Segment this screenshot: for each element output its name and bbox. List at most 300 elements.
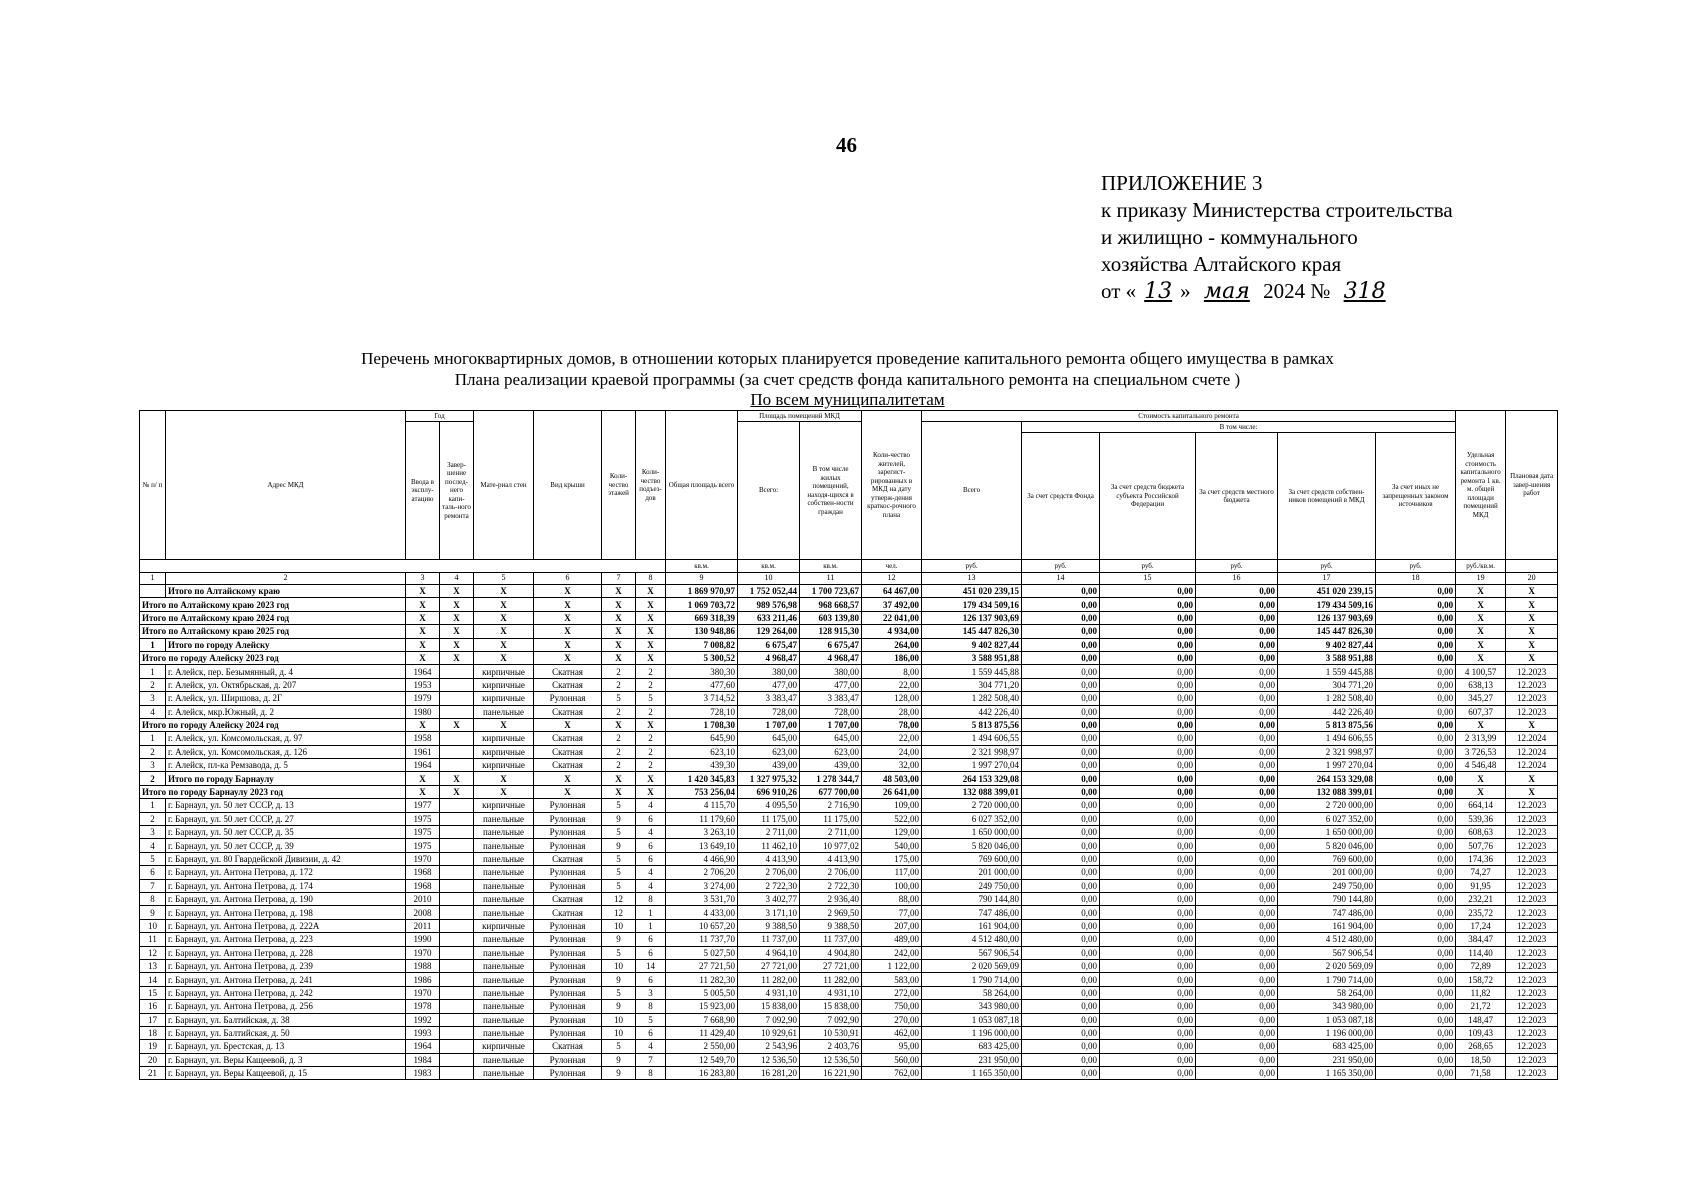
col-number-cell: 4 [440, 573, 474, 585]
table-cell: 0,00 [1022, 1067, 1100, 1080]
table-cell: 0,00 [1376, 718, 1456, 731]
table-cell: 272,00 [862, 986, 922, 999]
table-cell: 11 175,00 [738, 812, 800, 825]
table-cell: X [474, 772, 534, 785]
table-cell: 0,00 [1100, 625, 1196, 638]
table-cell: панельные [474, 1000, 534, 1013]
table-cell: X [1456, 625, 1506, 638]
table-cell [440, 692, 474, 705]
header-year-last: Завер-шение послед-него капи-таль-ного ремонта [440, 422, 474, 560]
table-cell: 8 [636, 1067, 666, 1080]
table-cell: 0,00 [1100, 866, 1196, 879]
table-cell: 0,00 [1196, 625, 1278, 638]
table-cell: 2 [602, 705, 636, 718]
table-cell: 0,00 [1100, 892, 1196, 905]
table-cell: 12.2023 [1506, 678, 1558, 691]
table-cell: 1968 [406, 879, 440, 892]
document-subtitle: По всем муниципалитетам [750, 390, 945, 409]
table-cell: 1 708,30 [666, 718, 738, 731]
table-cell: 12.2023 [1506, 692, 1558, 705]
table-cell: 0,00 [1100, 1053, 1196, 1066]
table-cell: 264 153 329,08 [922, 772, 1022, 785]
table-cell: 0,00 [1022, 892, 1100, 905]
table-cell: 8 [636, 892, 666, 905]
table-cell: 0,00 [1376, 772, 1456, 785]
table-cell: 5 [602, 1040, 636, 1053]
table-cell: X [534, 772, 602, 785]
table-cell: 0,00 [1196, 585, 1278, 598]
table-cell: 0,00 [1376, 665, 1456, 678]
table-cell: 343 980,00 [1278, 1000, 1376, 1013]
table-cell: 439,00 [800, 759, 862, 772]
table-cell: 0,00 [1022, 611, 1100, 624]
table-cell: 477,00 [800, 678, 862, 691]
table-cell: 9 [602, 812, 636, 825]
table-cell: 603 139,80 [800, 611, 862, 624]
table-cell: X [406, 585, 440, 598]
table-cell: 0,00 [1100, 1013, 1196, 1026]
table-cell: 145 447 826,30 [1278, 625, 1376, 638]
table-cell: 623,10 [666, 745, 738, 758]
houses-table [139, 410, 1558, 1080]
col-number-cell: 6 [534, 573, 602, 585]
table-cell: 12.2023 [1506, 1026, 1558, 1039]
table-cell: 380,00 [738, 665, 800, 678]
table-cell: 13 [140, 959, 166, 972]
table-cell: 6 [636, 1026, 666, 1039]
table-cell: 3 [140, 759, 166, 772]
table-cell: 384,47 [1456, 933, 1506, 946]
table-cell: X [602, 625, 636, 638]
table-cell: 583,00 [862, 973, 922, 986]
table-cell [440, 705, 474, 718]
table-cell: Скатная [534, 1040, 602, 1053]
table-cell: кирпичные [474, 665, 534, 678]
table-cell: Рулонная [534, 933, 602, 946]
table-cell: 2 720 000,00 [922, 799, 1022, 812]
table-cell: 0,00 [1376, 839, 1456, 852]
table-cell: 5 [602, 879, 636, 892]
table-row [140, 919, 1558, 932]
table-cell: 345,27 [1456, 692, 1506, 705]
table-cell: 1 650 000,00 [1278, 826, 1376, 839]
table-cell: 1 707,00 [738, 718, 800, 731]
table-cell: X [534, 598, 602, 611]
table-cell: 12.2024 [1506, 759, 1558, 772]
table-cell: 567 906,54 [1278, 946, 1376, 959]
table-row [140, 892, 1558, 905]
table-cell: 0,00 [1022, 1026, 1100, 1039]
table-cell: 0,00 [1376, 1067, 1456, 1080]
table-row [140, 678, 1558, 691]
table-cell: 1964 [406, 1040, 440, 1053]
table-cell: 0,00 [1376, 973, 1456, 986]
table-cell: 1 494 606,55 [1278, 732, 1376, 745]
table-cell: 117,00 [862, 866, 922, 879]
table-cell: 5 027,50 [666, 946, 738, 959]
table-cell: 12.2023 [1506, 906, 1558, 919]
table-cell: X [1506, 638, 1558, 651]
appendix-line-1: к приказу Министерства строительства [1101, 198, 1453, 222]
table-cell: 95,00 [862, 1040, 922, 1053]
table-cell: X [440, 585, 474, 598]
table-cell: 10 977,02 [800, 839, 862, 852]
col-number-cell: 15 [1100, 573, 1196, 585]
table-cell: кирпичные [474, 919, 534, 932]
table-cell: 439,30 [666, 759, 738, 772]
table-cell: 64 467,00 [862, 585, 922, 598]
table-cell: X [1456, 611, 1506, 624]
table-cell: 114,40 [1456, 946, 1506, 959]
table-cell: 0,00 [1022, 973, 1100, 986]
table-cell: 0,00 [1196, 772, 1278, 785]
table-cell: 6 [636, 852, 666, 865]
table-cell: 242,00 [862, 946, 922, 959]
table-cell: 608,63 [1456, 826, 1506, 839]
table-cell [440, 665, 474, 678]
table-cell: 0,00 [1100, 705, 1196, 718]
table-cell: 0,00 [1022, 1000, 1100, 1013]
header-cost-group: Стоимость капитального ремонта [922, 411, 1456, 422]
col-number-cell: 8 [636, 573, 666, 585]
table-cell: 12.2023 [1506, 946, 1558, 959]
table-cell: панельные [474, 946, 534, 959]
table-cell: X [406, 625, 440, 638]
table-cell: 4 [140, 839, 166, 852]
table-cell: 2 711,00 [800, 826, 862, 839]
table-cell: 4 [140, 705, 166, 718]
header-fund: За счет средств Фонда [1022, 433, 1100, 560]
unit-cell: кв.м. [666, 560, 738, 573]
table-cell: X [406, 772, 440, 785]
table-cell: 2 [140, 678, 166, 691]
table-cell: 0,00 [1100, 585, 1196, 598]
table-cell: 0,00 [1022, 638, 1100, 651]
table-cell: 1977 [406, 799, 440, 812]
table-cell: X [1456, 718, 1506, 731]
table-cell: 74,27 [1456, 866, 1506, 879]
table-cell: X [440, 638, 474, 651]
table-cell: 2 550,00 [666, 1040, 738, 1053]
table-cell: 12.2023 [1506, 919, 1558, 932]
table-cell: 0,00 [1376, 785, 1456, 798]
table-cell: 27 721,00 [800, 959, 862, 972]
table-cell: 71,58 [1456, 1067, 1506, 1080]
table-cell: 0,00 [1376, 826, 1456, 839]
table-cell: 2 020 569,09 [922, 959, 1022, 972]
table-cell: X [1456, 638, 1506, 651]
table-cell: 0,00 [1196, 946, 1278, 959]
table-cell: 132 088 399,01 [1278, 785, 1376, 798]
table-cell: 10 929,61 [738, 1026, 800, 1039]
header-entrances: Коли-чество подъез-дов [636, 411, 666, 560]
table-cell: 10 [602, 919, 636, 932]
table-cell: г. Барнаул, ул. Антона Петрова, д. 190 [166, 892, 406, 905]
table-cell: 21 [140, 1067, 166, 1080]
table-cell: 2 [636, 745, 666, 758]
table-row [140, 745, 1558, 758]
table-row [140, 812, 1558, 825]
table-cell: Рулонная [534, 946, 602, 959]
table-cell: панельные [474, 866, 534, 879]
table-cell: X [440, 625, 474, 638]
table-cell: 0,00 [1022, 839, 1100, 852]
table-cell: 175,00 [862, 852, 922, 865]
table-cell: X [1456, 585, 1506, 598]
table-cell: 0,00 [1376, 1013, 1456, 1026]
table-cell: 2 [140, 745, 166, 758]
table-cell: 4 100,57 [1456, 665, 1506, 678]
table-cell: Скатная [534, 705, 602, 718]
table-cell: 0,00 [1022, 718, 1100, 731]
header-year-built: Ввода в эксплу-атацию [406, 422, 440, 560]
table-cell [440, 839, 474, 852]
table-cell: 5 [602, 799, 636, 812]
table-cell: Рулонная [534, 1053, 602, 1066]
table-cell: 22,00 [862, 678, 922, 691]
table-cell: 72,89 [1456, 959, 1506, 972]
appendix-line-3: хозяйства Алтайского края [1101, 252, 1342, 276]
table-cell [440, 1000, 474, 1013]
table-cell: 0,00 [1376, 852, 1456, 865]
table-cell: 4 968,47 [800, 651, 862, 664]
table-cell: X [474, 638, 534, 651]
table-cell: 12.2023 [1506, 1000, 1558, 1013]
table-cell: Итого по городу Алейску [166, 638, 406, 651]
table-cell: 5 [636, 1013, 666, 1026]
table-row [140, 759, 1558, 772]
table-cell: Скатная [534, 678, 602, 691]
table-cell: 1 420 345,83 [666, 772, 738, 785]
table-cell: 11 282,00 [800, 973, 862, 986]
table-cell: 477,00 [738, 678, 800, 691]
table-cell [440, 866, 474, 879]
table-cell: 0,00 [1376, 651, 1456, 664]
table-cell: 2 711,00 [738, 826, 800, 839]
table-cell: панельные [474, 705, 534, 718]
table-cell: 14 [140, 973, 166, 986]
header-cost-total: Всего [922, 422, 1022, 560]
table-cell: 0,00 [1022, 812, 1100, 825]
table-cell: 2 [602, 665, 636, 678]
table-cell: 0,00 [1100, 718, 1196, 731]
table-cell: 0,00 [1100, 839, 1196, 852]
table-cell: 0,00 [1376, 638, 1456, 651]
table-cell: X [440, 785, 474, 798]
table-cell: 1 [636, 919, 666, 932]
table-cell: X [1506, 651, 1558, 664]
table-cell: 5 [602, 866, 636, 879]
table-cell [440, 826, 474, 839]
table-cell: 4 968,47 [738, 651, 800, 664]
table-cell: 1953 [406, 678, 440, 691]
table-cell: X [406, 598, 440, 611]
unit-cell: чел. [862, 560, 922, 573]
table-cell: 0,00 [1196, 826, 1278, 839]
table-cell: 231 950,00 [1278, 1053, 1376, 1066]
table-cell: 11,82 [1456, 986, 1506, 999]
table-cell: г. Барнаул, ул. Антона Петрова, д. 228 [166, 946, 406, 959]
table-cell: X [1506, 785, 1558, 798]
table-cell: 1993 [406, 1026, 440, 1039]
table-cell: 1988 [406, 959, 440, 972]
table-row [140, 1026, 1558, 1039]
table-cell: Рулонная [534, 826, 602, 839]
table-cell: Итого по городу Алейску 2024 год [140, 718, 406, 731]
total-row [140, 718, 1558, 731]
table-cell: 0,00 [1100, 826, 1196, 839]
table-row [140, 1053, 1558, 1066]
table-cell: 439,00 [738, 759, 800, 772]
table-cell: 5 820 046,00 [922, 839, 1022, 852]
table-cell: X [636, 718, 666, 731]
table-cell: 88,00 [862, 892, 922, 905]
col-number-cell: 11 [800, 573, 862, 585]
table-cell: 0,00 [1196, 1067, 1278, 1080]
table-cell: 11 737,00 [738, 933, 800, 946]
total-row [140, 625, 1558, 638]
table-cell: кирпичные [474, 745, 534, 758]
table-cell: 264 153 329,08 [1278, 772, 1376, 785]
table-cell: 128,00 [862, 692, 922, 705]
table-cell: 0,00 [1196, 651, 1278, 664]
table-cell: X [474, 598, 534, 611]
table-cell: 747 486,00 [922, 906, 1022, 919]
table-cell: 129 264,00 [738, 625, 800, 638]
table-cell: Рулонная [534, 1000, 602, 1013]
table-cell: Рулонная [534, 973, 602, 986]
appendix-line-2: и жилищно - коммунального [1101, 225, 1358, 249]
table-cell: 0,00 [1376, 705, 1456, 718]
table-cell: 0,00 [1022, 785, 1100, 798]
table-cell: 0,00 [1376, 585, 1456, 598]
header-specific-cost: Удельная стоимость капитального ремонта 1 кв. м. общей площади помещений МКД [1456, 411, 1506, 560]
table-cell: 4 433,00 [666, 906, 738, 919]
table-cell: X [406, 785, 440, 798]
table-cell: г. Барнаул, ул. Балтийская, д. 38 [166, 1013, 406, 1026]
table-cell: 0,00 [1022, 852, 1100, 865]
table-cell: 0,00 [1022, 665, 1100, 678]
table-cell: 1 997 270,04 [1278, 759, 1376, 772]
table-cell: 0,00 [1100, 598, 1196, 611]
table-cell: X [1506, 585, 1558, 598]
table-cell: 304 771,20 [922, 678, 1022, 691]
table-row [140, 665, 1558, 678]
table-cell: кирпичные [474, 1040, 534, 1053]
table-cell: 3 [140, 692, 166, 705]
table-cell: 12.2023 [1506, 866, 1558, 879]
table-cell: 3 383,47 [800, 692, 862, 705]
table-cell: 0,00 [1100, 946, 1196, 959]
table-cell: 0,00 [1022, 705, 1100, 718]
table-cell: 750,00 [862, 1000, 922, 1013]
table-cell: 0,00 [1100, 732, 1196, 745]
table-cell: 9 [602, 839, 636, 852]
table-cell [440, 732, 474, 745]
table-cell: 3 [140, 826, 166, 839]
table-cell: X [1506, 611, 1558, 624]
table-cell: 645,00 [800, 732, 862, 745]
table-cell: 0,00 [1022, 866, 1100, 879]
table-cell: 638,13 [1456, 678, 1506, 691]
table-cell: 11 [140, 933, 166, 946]
table-cell: 790 144,80 [1278, 892, 1376, 905]
table-cell: X [636, 598, 666, 611]
table-cell: 2010 [406, 892, 440, 905]
table-cell: Рулонная [534, 692, 602, 705]
table-cell: 0,00 [1376, 759, 1456, 772]
table-cell: 1 196 000,00 [1278, 1026, 1376, 1039]
col-number-cell: 3 [406, 573, 440, 585]
table-cell: 132 088 399,01 [922, 785, 1022, 798]
unit-cell [1506, 560, 1558, 573]
table-cell: 0,00 [1100, 879, 1196, 892]
table-cell: 669 318,39 [666, 611, 738, 624]
table-cell: 4 [636, 799, 666, 812]
table-cell: 5 300,52 [666, 651, 738, 664]
unit-cell: руб. [1022, 560, 1100, 573]
table-cell: 0,00 [1100, 611, 1196, 624]
table-cell: кирпичные [474, 692, 534, 705]
table-cell [440, 919, 474, 932]
table-cell: 1 494 606,55 [922, 732, 1022, 745]
table-cell: X [406, 638, 440, 651]
table-cell: г. Барнаул, ул. Антона Петрова, д. 242 [166, 986, 406, 999]
table-cell: г. Барнаул, ул. Антона Петрова, д. 241 [166, 973, 406, 986]
table-cell [440, 852, 474, 865]
appendix-block [1101, 170, 1453, 305]
table-cell: 343 980,00 [922, 1000, 1022, 1013]
table-cell: 0,00 [1022, 933, 1100, 946]
table-cell: 0,00 [1376, 946, 1456, 959]
table-cell: 0,00 [1376, 1026, 1456, 1039]
table-cell: 2 706,00 [738, 866, 800, 879]
table-cell: X [602, 611, 636, 624]
table-cell: 0,00 [1100, 906, 1196, 919]
header-roof: Вид крыши [534, 411, 602, 560]
total-row [140, 611, 1558, 624]
table-cell: X [534, 638, 602, 651]
table-cell: X [1506, 772, 1558, 785]
table-cell: г. Барнаул, ул. Антона Петрова, д. 239 [166, 959, 406, 972]
table-cell: 1 [140, 799, 166, 812]
table-cell: X [602, 718, 636, 731]
table-cell: 0,00 [1022, 1013, 1100, 1026]
table-cell: 0,00 [1100, 852, 1196, 865]
table-cell: 15 838,00 [800, 1000, 862, 1013]
table-cell: X [474, 585, 534, 598]
table-cell: X [440, 611, 474, 624]
table-cell: X [1456, 785, 1506, 798]
table-cell: 1 053 087,18 [922, 1013, 1022, 1026]
header-floors: Коли-чество этажей [602, 411, 636, 560]
table-cell: г. Барнаул, ул. Антона Петрова, д. 172 [166, 866, 406, 879]
table-cell: 12.2023 [1506, 986, 1558, 999]
table-cell: 0,00 [1022, 1053, 1100, 1066]
table-cell: 5 [140, 852, 166, 865]
table-cell: 17 [140, 1013, 166, 1026]
table-cell: X [602, 785, 636, 798]
header-wall: Мате-риал стен [474, 411, 534, 560]
table-cell: 3 171,10 [738, 906, 800, 919]
table-cell: 6 675,47 [800, 638, 862, 651]
table-cell: 235,72 [1456, 906, 1506, 919]
table-cell: 0,00 [1100, 745, 1196, 758]
table-cell: 2 321 998,97 [922, 745, 1022, 758]
header-area-all: Всего: [738, 422, 800, 560]
table-cell: 11 737,70 [666, 933, 738, 946]
table-cell: 0,00 [1376, 625, 1456, 638]
